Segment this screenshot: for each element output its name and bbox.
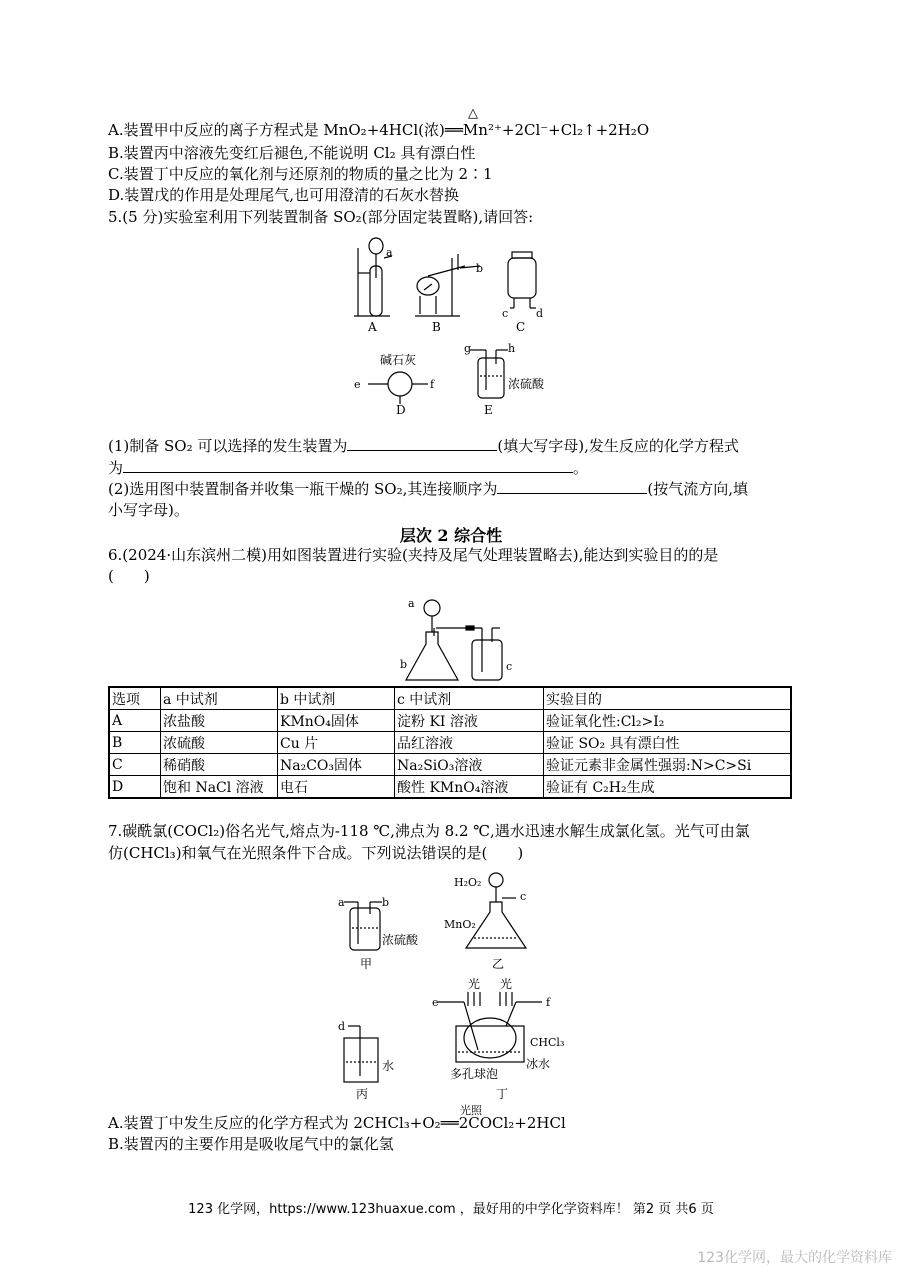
table-cell: B [109,732,161,754]
q7-stem-line2: 仿(CHCl₃)和氧气在光照条件下合成。下列说法错误的是( ) [108,844,524,862]
apparatus-e [470,350,508,398]
label-f: f [430,378,435,391]
table-cell: C [109,754,161,776]
label-d: d [536,307,544,320]
table-header-cell: 选项 [109,687,161,710]
reaction-condition-heat: △ [468,106,478,121]
table-row [109,776,791,799]
q7-mno2-label: MnO₂ [444,918,476,931]
q5-stem: 5.(5 分)实验室利用下列装置制备 SO₂(部分固定装置略),请回答: [108,208,534,226]
q7-label-e: e [432,996,439,1009]
apparatus-bing [344,1026,378,1082]
q7-stem-line1: 7.碳酰氯(COCl₂)俗名光气,熔点为-118 ℃,沸点为 8.2 ℃,遇水迅速水解生成氯化氢。光气可由氯 [108,822,750,840]
table-cell: 稀硝酸 [161,754,278,776]
q5-part1-line2 [108,458,588,478]
q7-water-label: 水 [382,1059,395,1073]
table-row [109,710,791,732]
q7-porous-bulb-label: 多孔球泡 [450,1067,499,1081]
q5-part1-text-a: (1)制备 SO₂ 可以选择的发生装置为 [108,437,348,455]
apparatus-d [368,372,428,404]
option-a-text: A.装置甲中反应的离子方程式是 MnO₂+4HCl(浓)══Mn²⁺+2Cl⁻+Cl₂↑+2H₂O [108,121,650,139]
label-a: a [386,246,393,259]
table-cell: Na₂CO₃固体 [278,754,395,776]
table-cell: 电石 [278,776,395,799]
table-cell: 验证元素非金属性强弱:N>C>Si [544,754,792,776]
apparatus-c [508,252,536,308]
table-cell: Na₂SiO₃溶液 [395,754,544,776]
conc-sulfuric-acid-label: 浓硫酸 [508,377,545,391]
option-a-q4 [108,120,649,140]
soda-lime-label: 碱石灰 [380,353,417,367]
label-C: C [516,320,526,334]
q7-chcl3-label: CHCl₃ [530,1036,565,1049]
q5-part1-end: 。 [573,459,589,477]
table-header-row [109,687,791,710]
q6-stem-line2: ( ) [108,567,150,585]
q7-option-a: A.装置丁中发生反应的化学方程式为 2CHCl₃+O₂══2COCl₂+2HCl [108,1114,566,1132]
q6-apparatus-figure [396,592,526,686]
q7-label-jia: 甲 [360,957,373,971]
apparatus-ding [438,992,542,1062]
table-row [109,754,791,776]
q7-label-f: f [546,996,551,1009]
table-cell: 酸性 KMnO₄溶液 [395,776,544,799]
q7-light-label-2: 光 [500,977,513,991]
section-heading: 层次 2 综合性 [399,526,503,545]
label-B: B [432,320,441,334]
table-header-cell: a 中试剂 [161,687,278,710]
label-E: E [484,403,493,417]
q7-h2o2-label: H₂O₂ [454,876,482,889]
table-header-cell: 实验目的 [544,687,792,710]
table-cell: 品红溶液 [395,732,544,754]
q5-part2-line1 [108,479,748,499]
table-cell: KMnO₄固体 [278,710,395,732]
option-d-q4: D.装置戊的作用是处理尾气,也可用澄清的石灰水替换 [108,186,460,204]
table-cell: 浓硫酸 [161,732,278,754]
answer-blank-3[interactable] [497,479,647,494]
q6-stem-line1: 6.(2024·山东滨州二模)用如图装置进行实验(夹持及尾气处理装置略去),能达到实验目的的是 [108,546,719,564]
label-h: h [508,342,516,355]
q7-apparatus-figure [330,866,590,1104]
apparatus-jia [344,902,382,950]
q5-part1-text-c: 为 [108,459,124,477]
q5-part1-text-b: (填大写字母),发生反应的化学方程式 [497,437,739,455]
q5-part2-text-b: (按气流方向,填 [647,480,748,498]
table-cell: 验证 SO₂ 具有漂白性 [544,732,792,754]
q5-part1-line1 [108,436,739,456]
apparatus-b [415,254,480,316]
q7-label-d: d [338,1020,346,1033]
answer-blank-1[interactable] [347,436,497,451]
label-A: A [368,320,377,334]
q7-label-c: c [520,890,527,903]
reaction-condition-light: 光照 [460,1104,482,1117]
watermark: 123化学网，最大的化学资料库 [697,1250,892,1266]
table-header-cell: c 中试剂 [395,687,544,710]
q5-apparatus-figure [340,228,570,423]
table-cell: 浓盐酸 [161,710,278,732]
table-cell: D [109,776,161,799]
table-header-cell: b 中试剂 [278,687,395,710]
label-c: c [502,307,509,320]
table-cell: A [109,710,161,732]
option-b-q4: B.装置丙中溶液先变红后褪色,不能说明 Cl₂ 具有漂白性 [108,144,476,162]
q7-option-b: B.装置丙的主要作用是吸收尾气中的氯化氢 [108,1135,394,1153]
answer-blank-2[interactable] [123,458,573,473]
label-e: e [354,378,361,391]
q6-label-c: c [506,660,513,673]
q6-label-b: b [400,658,408,671]
q7-label-a: a [338,896,345,909]
table-row [109,732,791,754]
q5-part2-text-a: (2)选用图中装置制备并收集一瓶干燥的 SO₂,其连接顺序为 [108,480,498,498]
q7-light-label-1: 光 [468,977,481,991]
table-cell: Cu 片 [278,732,395,754]
q7-ice-water-label: 冰水 [526,1057,551,1071]
label-D: D [396,403,406,417]
table-cell: 验证有 C₂H₂生成 [544,776,792,799]
label-b: b [476,262,484,275]
table-cell: 饱和 NaCl 溶液 [161,776,278,799]
q7-label-ding: 丁 [496,1087,509,1101]
q7-label-bing: 丙 [356,1087,369,1101]
q7-label-b: b [382,896,390,909]
q7-label-yi: 乙 [492,957,505,971]
label-g: g [464,342,472,355]
page-footer: 123 化学网，https://www.123huaxue.com ，最好用的中学化学资料库！ 第2 页 共6 页 [188,1202,714,1217]
q5-part2-line2: 小写字母)。 [108,501,189,519]
q7-conc-h2so4-label: 浓硫酸 [382,933,419,947]
table-cell: 验证氧化性:Cl₂>I₂ [544,710,792,732]
q6-options-table [108,686,792,799]
option-c-q4: C.装置丁中反应的氧化剂与还原剂的物质的量之比为 2∶1 [108,165,493,183]
table-cell: 淀粉 KI 溶液 [395,710,544,732]
q6-label-a: a [408,597,415,610]
